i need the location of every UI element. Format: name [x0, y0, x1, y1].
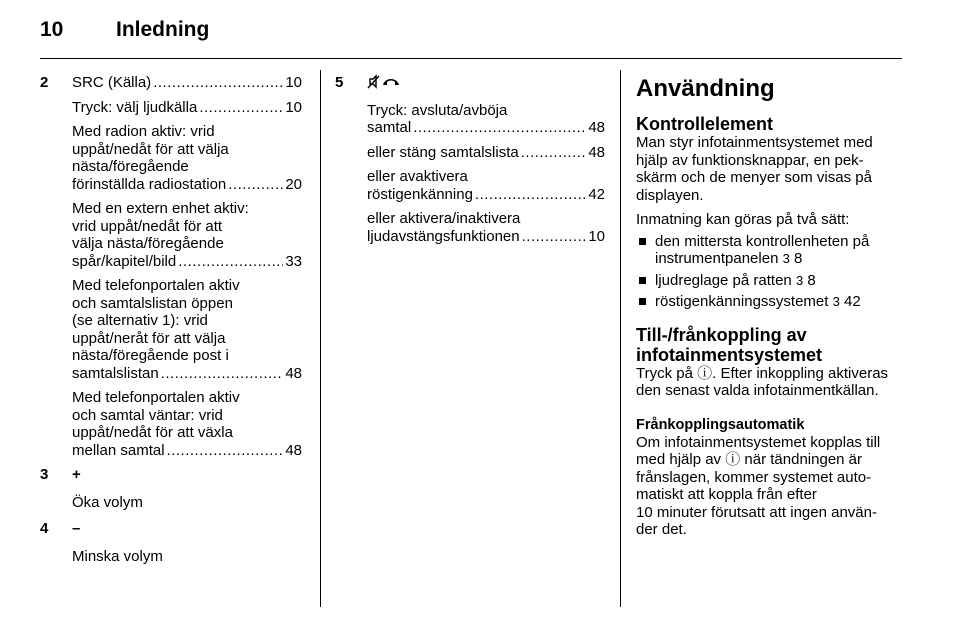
item-5 — [335, 74, 605, 245]
bullet-item: ljudreglage på ratten 3 8 — [636, 272, 904, 290]
page-ref-icon: 3 — [795, 272, 804, 288]
page-number: 10 — [40, 18, 64, 41]
toc-entry: SRC (Källa) ..... 10 — [72, 74, 302, 92]
column-divider — [620, 70, 621, 607]
column-1 — [40, 74, 302, 565]
toc-entry: Tryck: avsluta/avböja samtal ..... 48 — [367, 102, 605, 137]
plus-symbol: + — [72, 466, 81, 483]
page-ref-icon: 3 — [782, 251, 790, 266]
bullet-square — [639, 238, 646, 245]
paragraph: Om infotainmentsystemet kopplas till med hjälp av ⓘ när tändningen är frånslagen, kommer systemet auto- matiskt att koppla från efter 10 minuter förutsatt att ingen använ- der det. — [636, 433, 881, 538]
toc-entry: Tryck: välj ljudkälla ..... 10 — [72, 99, 302, 117]
toc-entry: Med telefonportalen aktiv och samtal väntar: vrid uppåt/nedåt för att växla mellan samtal ..... 48 — [72, 389, 302, 459]
bullet-square — [639, 277, 646, 284]
subsubsection-heading: Frånkopplingsautomatik — [636, 416, 805, 433]
bullet-item: den mittersta kontrollenheten på instrumentpanelen 3 8 — [636, 233, 904, 268]
item-2 — [40, 74, 302, 459]
power-icon: ⓘ — [697, 364, 713, 382]
toc-entry: Med en extern enhet aktiv: vrid uppåt/nedåt för att välja nästa/föregående spår/kapitel/bild ..... 33 — [72, 200, 302, 270]
mute-hangup-icon — [367, 74, 605, 95]
page-header — [40, 18, 209, 42]
item-key: 4 — [40, 520, 49, 537]
item-text: Minska volym — [72, 547, 163, 565]
toc-entry: Med telefonportalen aktiv och samtalslistan öppen (se alternativ 1): vrid uppåt/neråt för att välja nästa/föregående post i samtalslistan ..... 48 — [72, 277, 302, 382]
page-ref-icon: 3 — [832, 294, 840, 309]
section-heading: Användning — [636, 75, 775, 102]
subsection-heading: Kontrollelement — [636, 114, 774, 134]
header-rule — [40, 58, 902, 59]
item-key: 2 — [40, 74, 49, 91]
item-3 — [40, 466, 302, 511]
paragraph: Inmatning kan göras på två sätt: — [636, 211, 850, 228]
page-title: Inledning — [116, 18, 210, 41]
column-2 — [335, 74, 605, 252]
item-key: 5 — [335, 74, 344, 91]
toc-entry: eller stäng samtalslista ..... 48 — [367, 144, 605, 162]
toc-entry: eller avaktivera röstigenkänning ..... 42 — [367, 168, 605, 203]
item-text: Öka volym — [72, 493, 143, 511]
paragraph: Man styr infotainmentsystemet med hjälp av funktionsknappar, en pek- skärm och de menyer som visas på displayen. — [636, 134, 873, 204]
power-icon: ⓘ — [725, 451, 741, 468]
toc-entry: eller aktivera/inaktivera ljudavstängsfunktionen ..... 10 — [367, 210, 605, 245]
bullet-square — [639, 298, 646, 305]
column-divider — [320, 70, 321, 607]
paragraph: Tryck på ⓘ. Efter inkoppling aktiveras den senast valda infotainmentkällan. — [636, 364, 889, 399]
item-4 — [40, 520, 302, 565]
bullet-item: röstigenkänningssystemet 3 42 — [636, 293, 904, 311]
subsection-heading: Till-/frånkoppling av infotainmentsystemet — [636, 324, 823, 365]
column-3 — [636, 76, 904, 539]
item-key: 3 — [40, 466, 49, 483]
toc-entry: Med radion aktiv: vrid uppåt/nedåt för att välja nästa/föregående förinställda radiostation ..... 20 — [72, 123, 302, 193]
minus-symbol: – — [72, 520, 81, 537]
